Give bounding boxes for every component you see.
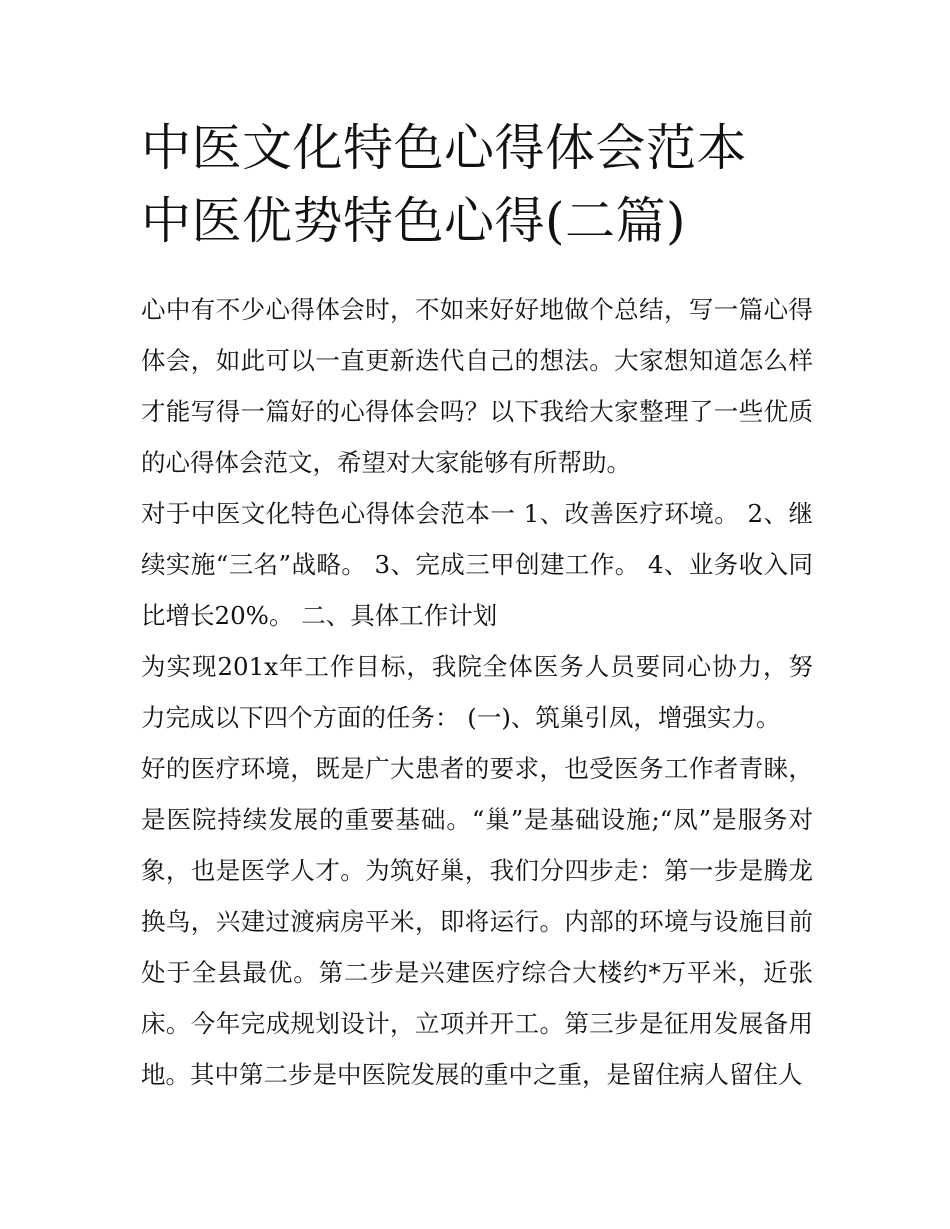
environment-paragraph: 好的医疗环境，既是广大患者的要求，也受医务工作者青睐，是医院持续发展的重要基础。“巢”是基础设施;“凤”是服务对象，也是医学人才。为筑好巢，我们分四步走：第一步是腾龙换鸟，兴建过渡病房平米，即将运行。内部的环境与设施目前处于全县最优。第二步是兴建医疗综合大楼约*万平米，近张床。今年完成规划设计，立项并开工。第三步是征用发展备用地。其中第二步是中医院发展的重中之重，是留住病人留住人 — [141, 754, 813, 1089]
tasks-intro-paragraph: 为实现201x年工作目标，我院全体医务人员要同心协力，努力完成以下四个方面的任务： (一)、筑巢引凤，增强实力。 — [141, 652, 813, 732]
document-title: 中医文化特色心得体会范本 中医优势特色心得(二篇) — [141, 119, 747, 250]
document-content — [141, 112, 813, 1100]
intro-paragraph: 心中有不少心得体会时，不如来好好地做个总结，写一篇心得体会，如此可以一直更新迭代自己的想法。大家想知道怎么样才能写得一篇好的心得体会吗？以下我给大家整理了一些优质的心得体会范文，希望对大家能够有所帮助。 — [141, 295, 813, 477]
plan-goals-paragraph: 对于中医文化特色心得体会范本一 1、改善医疗环境。 2、继续实施“三名”战略。 3、完成三甲创建工作。 4、业务收入同比增长20%。 二、具体工作计划 — [141, 499, 813, 630]
